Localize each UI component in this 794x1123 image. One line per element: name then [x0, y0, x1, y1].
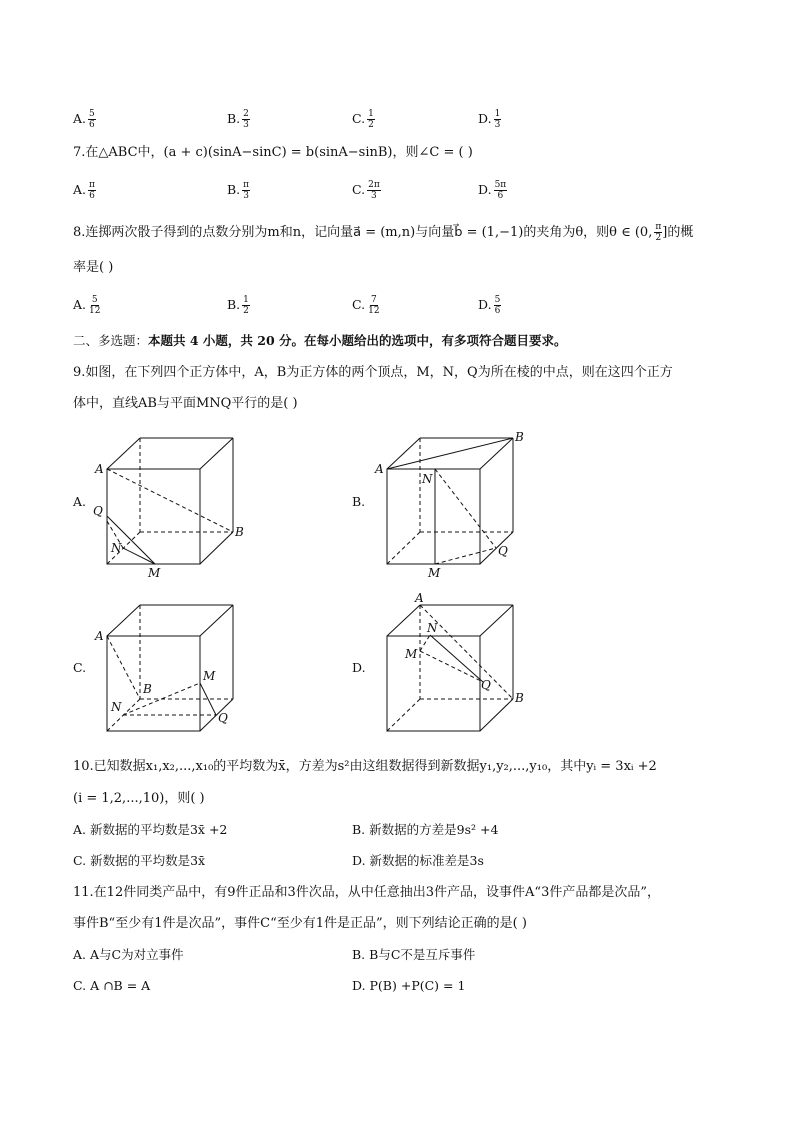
- q9-stem-line2: 体中，直线AB与平面MNQ平行的是( ): [73, 396, 298, 411]
- point-a-label: A: [95, 629, 104, 643]
- q6-option-a: A. $\frac{5}{6}$: [73, 109, 95, 130]
- point-q-label: Q: [218, 711, 228, 725]
- q6-option-d: D. $\frac{1}{3}$: [478, 109, 501, 130]
- cube-figure-b: [365, 425, 535, 585]
- point-b-label: B: [515, 691, 524, 705]
- q11-stem-line2: 事件B“至少有1件是次品”，事件C“至少有1件是正品”，则下列结论正确的是( ): [73, 916, 527, 931]
- q8-stem-line1: 8.连掷两次骰子得到的点数分别为m和n，记向量a⃗ = (m,n)与向量b⃗ = (1,−1)的夹角为θ，则θ ∈ (0, $\frac{\pi}{2}$ ]的概: [73, 222, 694, 243]
- point-b-label: B: [235, 525, 244, 539]
- point-m-label: M: [428, 566, 441, 580]
- q9-fig-label-c: C.: [73, 660, 87, 675]
- q6-option-c: C. $\frac{1}{2}$: [352, 109, 374, 130]
- point-m-label: M: [405, 647, 418, 661]
- cube-figure-c: [85, 592, 255, 752]
- q8-stem-line2: 率是( ): [73, 260, 114, 275]
- q9-fig-label-a: A.: [73, 494, 87, 509]
- q7-stem: 7.在△ABC中，(a + c)(sinA−sinC) = b(sinA−sinB)，则∠C = ( ): [73, 145, 473, 160]
- q10-option-d: D. 新数据的标准差是3s: [352, 853, 484, 868]
- cube-figure-d: [365, 592, 535, 752]
- point-n-label: N: [111, 700, 122, 714]
- q11-option-b: B. B与C不是互斥事件: [352, 947, 476, 962]
- q6-option-b: B. $\frac{2}{3}$: [227, 109, 249, 130]
- q8-option-a: A. $\frac{5}{12}$: [73, 295, 101, 316]
- q11-option-c: C. A ∩B = A: [73, 978, 151, 993]
- point-n-label: N: [111, 541, 122, 555]
- point-a-label: A: [95, 462, 104, 476]
- q7-option-c: C. $\frac{2\pi}{3}$: [352, 180, 380, 201]
- point-b-label: B: [143, 682, 152, 696]
- q7-option-b: B. $\frac{\pi}{3}$: [227, 180, 250, 201]
- point-n-label: N: [427, 621, 438, 635]
- q11-option-a: A. A与C为对立事件: [73, 947, 184, 962]
- q9-fig-label-d: D.: [352, 660, 366, 675]
- q9-stem-line1: 9.如图，在下列四个正方体中，A，B为正方体的两个顶点，M，N，Q为所在棱的中点，则在这四个正方: [73, 365, 673, 380]
- q7-option-a: A. $\frac{\pi}{6}$: [73, 180, 95, 201]
- q10-stem-line2: (i = 1,2,...,10)，则( ): [73, 791, 205, 806]
- point-q-label: Q: [93, 504, 103, 518]
- q8-option-d: D. $\frac{5}{6}$: [478, 295, 501, 316]
- q9-fig-label-b: B.: [352, 494, 366, 509]
- point-m-label: M: [148, 566, 161, 580]
- point-q-label: Q: [481, 678, 491, 692]
- point-a-label: A: [375, 462, 384, 476]
- q10-option-a: A. 新数据的平均数是3x̄ +2: [73, 822, 228, 837]
- q10-option-c: C. 新数据的平均数是3x̄: [73, 853, 206, 868]
- q10-stem-line1: 10.已知数据x₁,x₂,...,x₁₀的平均数为x̄，方差为s²由这组数据得到新数据y₁,y₂,...,y₁₀，其中yᵢ = 3xᵢ +2: [73, 759, 657, 774]
- point-a-label: A: [415, 592, 424, 605]
- section-heading-multiple-choice: 二、多选题：本题共 4 小题，共 20 分。在每小题给出的选项中，有多项符合题目要求。: [73, 333, 567, 348]
- q7-option-d: D. $\frac{5\pi}{6}$: [478, 180, 507, 201]
- point-m-label: M: [203, 669, 216, 683]
- point-q-label: Q: [498, 544, 508, 558]
- q8-option-b: B. $\frac{1}{2}$: [227, 295, 249, 316]
- point-n-label: N: [422, 472, 433, 486]
- q11-stem-line1: 11.在12件同类产品中，有9件正品和3件次品，从中任意抽出3件产品，设事件A“3件产品都是次品”，: [73, 885, 660, 900]
- q10-option-b: B. 新数据的方差是9s² +4: [352, 822, 499, 837]
- q8-option-c: C. $\frac{7}{12}$: [352, 295, 380, 316]
- point-b-label: B: [515, 430, 524, 444]
- q11-option-d: D. P(B) +P(C) = 1: [352, 978, 466, 993]
- cube-figure-a: [85, 425, 255, 585]
